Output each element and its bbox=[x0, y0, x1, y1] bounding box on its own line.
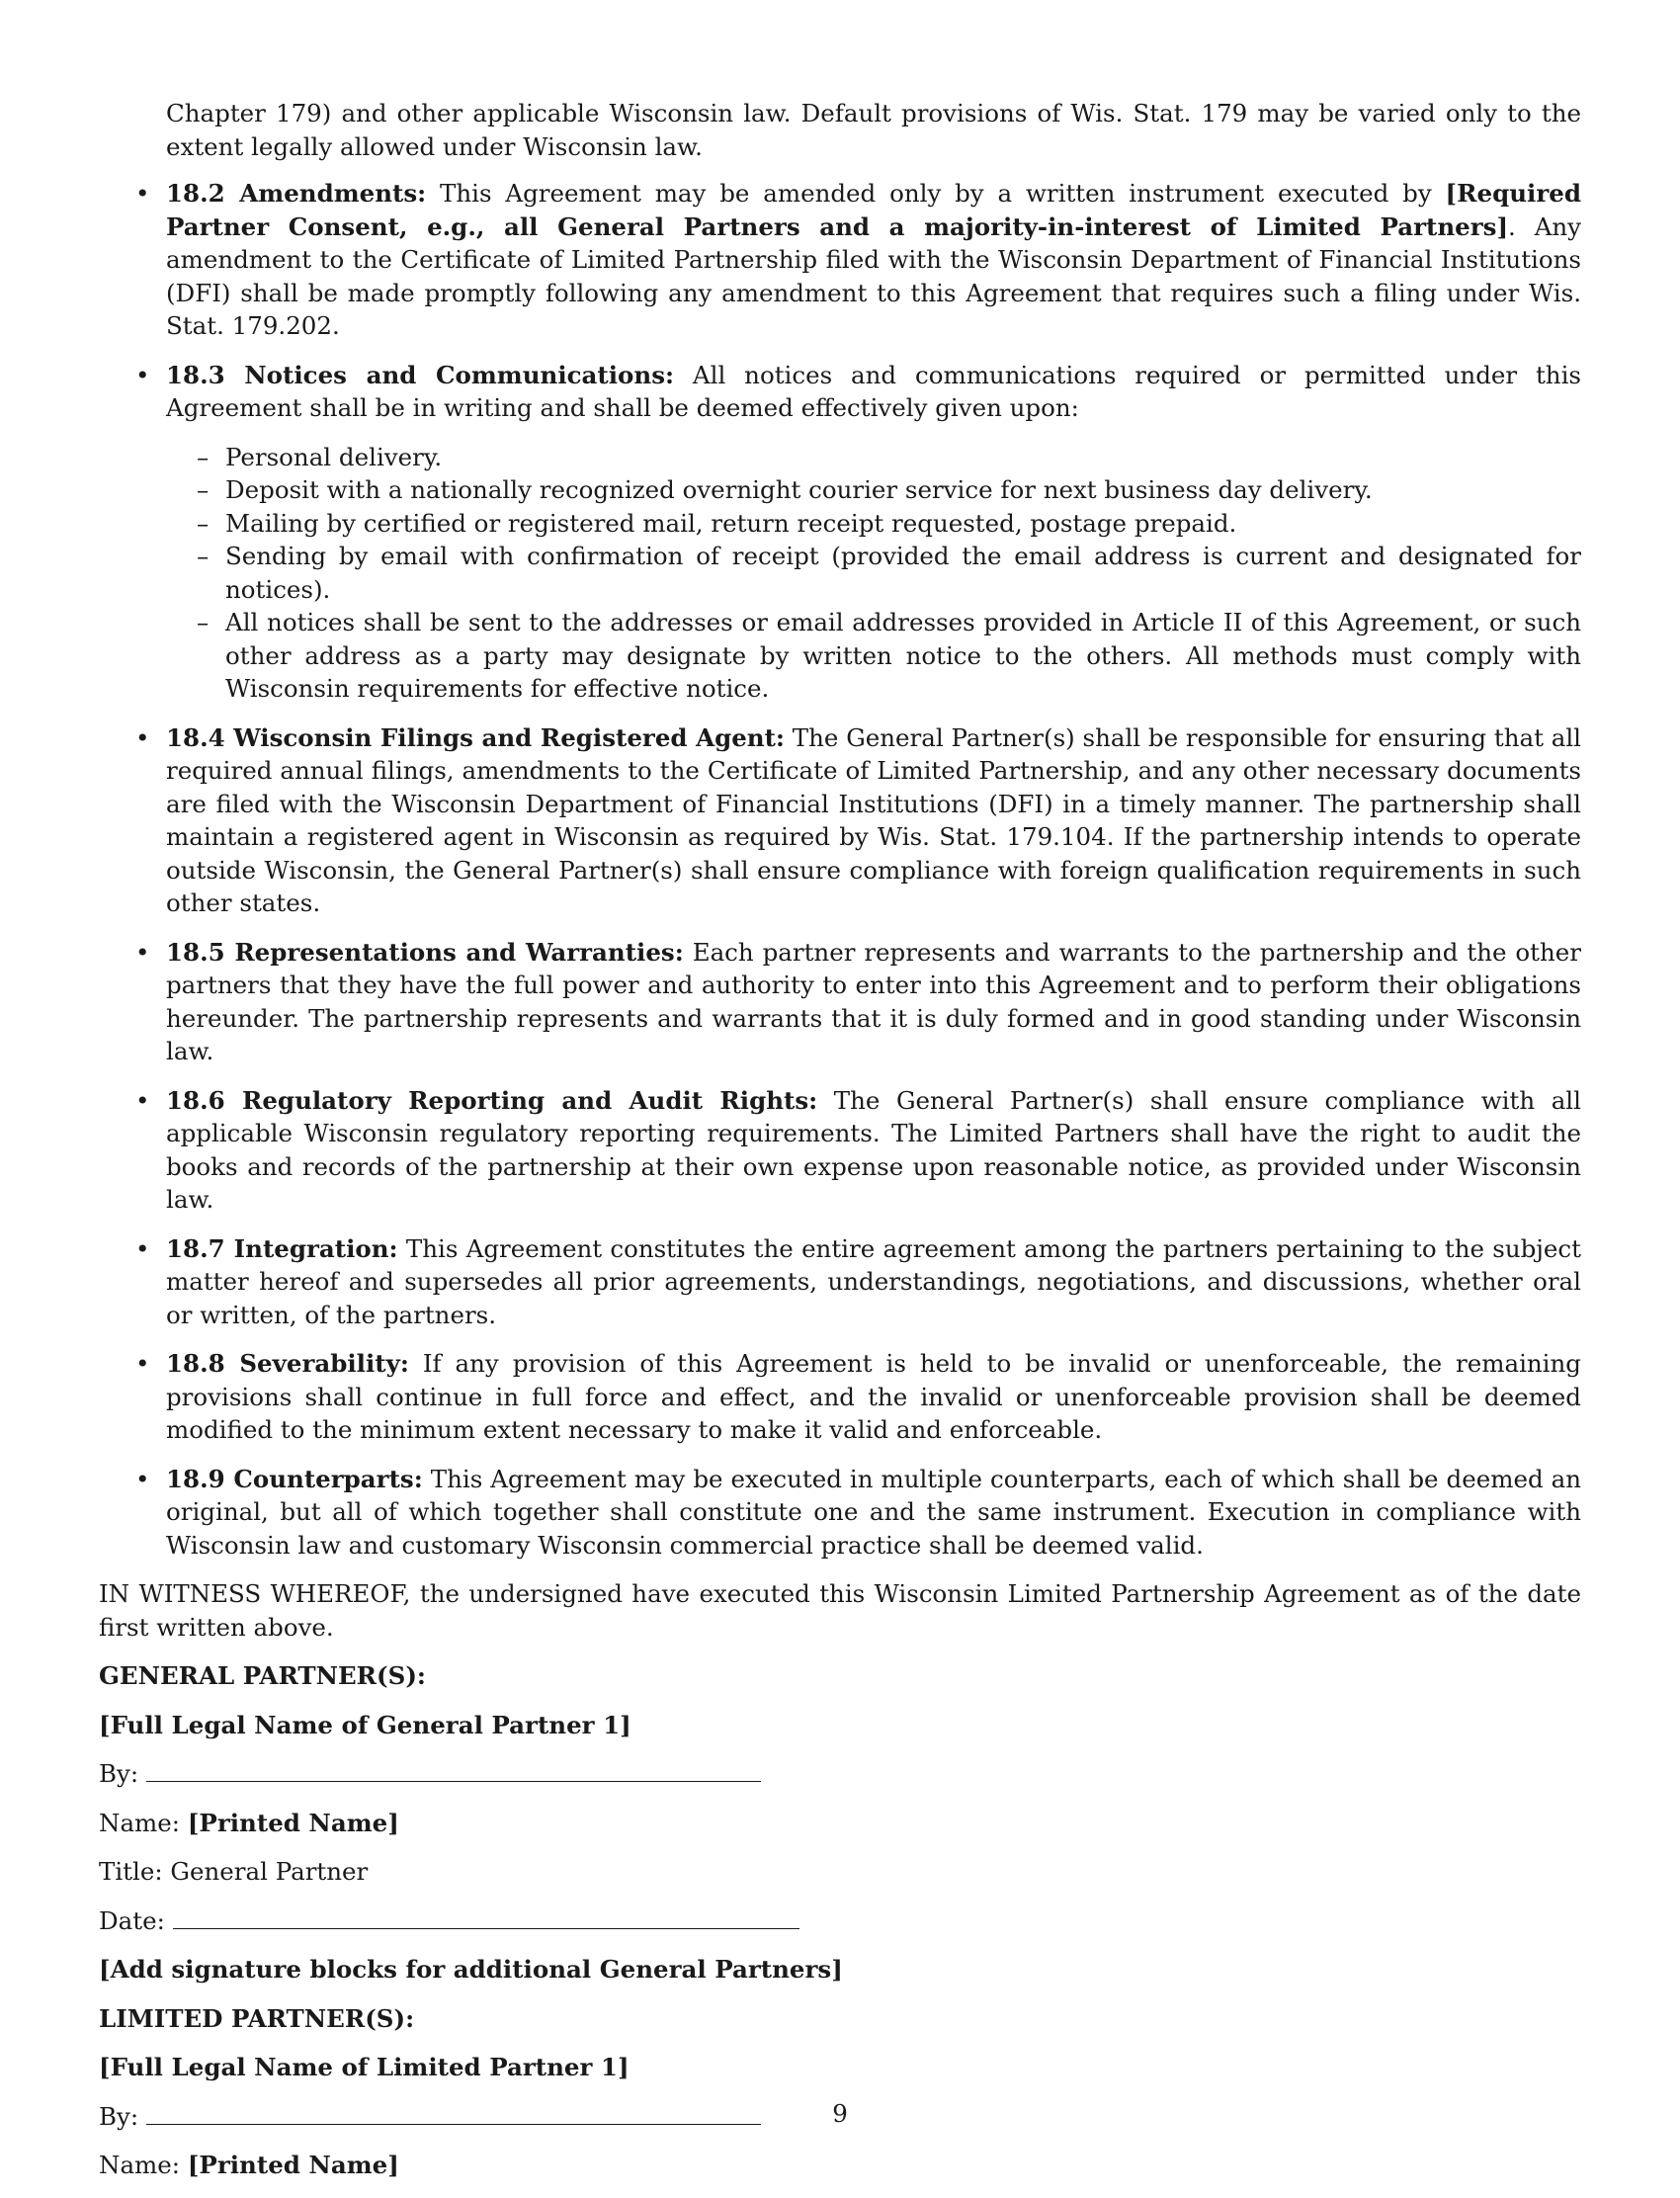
list-item: – Sending by email with confirmation of receipt (provided the email address is current and designated for notices). bbox=[225, 540, 1581, 606]
general-title-line bbox=[99, 1855, 1581, 1889]
by-label: By: bbox=[99, 1759, 139, 1788]
title-label: Title: bbox=[99, 1857, 163, 1886]
title-value: General Partner bbox=[170, 1857, 369, 1886]
section-text: This Agreement may be amended only by a written instrument executed by bbox=[440, 179, 1432, 208]
by-label: By: bbox=[99, 2101, 139, 2131]
section-heading: 18.2 Amendments: bbox=[166, 179, 427, 208]
section-18-5 bbox=[166, 936, 1581, 1068]
section-text: If any provision of this Agreement is held to be invalid or unenforceable, the remaining provisions shall continue in full force and effect, and the invalid or unenforceable provision shall be deemed modified to the minimum extent necessary to make it valid and enforceable. bbox=[166, 1349, 1581, 1444]
general-partners-heading: GENERAL PARTNER(S): bbox=[99, 1661, 426, 1690]
list-item: – Personal delivery. bbox=[225, 441, 1581, 474]
name-label: Name: bbox=[99, 1808, 181, 1837]
section-heading: 18.9 Counterparts: bbox=[166, 1464, 423, 1493]
section-text: The General Partner(s) shall be responsible for ensuring that all required annual filings, amendments to the Certificate of Limited Partnership, and any other necessary documents are filed with the Wisconsin Department of Financial Institutions (DFI) in a timely manner. The partnership shall maintain a registered agent in Wisconsin as required by Wis. Stat. 179.104. If the partnership intends to operate outside Wisconsin, the General Partner(s) shall ensure compliance with foreign qualification requirements in such other states. bbox=[166, 722, 1581, 917]
notice-methods-list bbox=[166, 441, 1581, 706]
limited-partners-heading: LIMITED PARTNER(S): bbox=[99, 2003, 415, 2033]
page-number: 9 bbox=[832, 2099, 848, 2128]
section-heading: 18.6 Regulatory Reporting and Audit Rights: bbox=[166, 1085, 818, 1115]
name-label: Name: bbox=[99, 2151, 181, 2179]
witness-clause: IN WITNESS WHEREOF, the undersigned have executed this Wisconsin Limited Partnership Agreement as of the date first written above. bbox=[99, 1579, 1581, 1642]
printed-name-placeholder: [Printed Name] bbox=[187, 1808, 399, 1837]
section-18-9 bbox=[166, 1463, 1581, 1563]
section-text: All notices and communications required or permitted under this Agreement shall be in writing and shall be deemed effectively given upon: bbox=[166, 360, 1581, 422]
list-item: – Deposit with a nationally recognized overnight courier service for next business day delivery. bbox=[225, 473, 1581, 507]
section-18-8 bbox=[166, 1347, 1581, 1447]
section-heading: 18.4 Wisconsin Filings and Registered Agent: bbox=[166, 722, 785, 752]
section-text: This Agreement constitutes the entire agreement among the partners pertaining to the subject matter hereof and supersedes all prior agreements, understandings, negotiations, and discussions, whether oral or written, of the partners. bbox=[166, 1233, 1581, 1329]
section-heading: 18.3 Notices and Communications: bbox=[166, 360, 675, 389]
date-label: Date: bbox=[99, 1905, 165, 1935]
section-text: The General Partner(s) shall ensure compliance with all applicable Wisconsin regulatory reporting requirements. The Limited Partners shall have the right to audit the books and records of the partnership at their own expense upon reasonable notice, as provided under Wisconsin law. bbox=[166, 1085, 1581, 1214]
section-18-7 bbox=[166, 1232, 1581, 1332]
date-line[interactable] bbox=[173, 1904, 799, 1929]
section-heading: 18.8 Severability: bbox=[166, 1349, 409, 1378]
limited-partner-name-placeholder: [Full Legal Name of Limited Partner 1] bbox=[99, 2053, 630, 2081]
consent-placeholder: [Required Partner Consent, e.g., all General Partners and a majority-in-interest of Limited Partners] bbox=[166, 179, 1581, 241]
section-heading: 18.5 Representations and Warranties: bbox=[166, 937, 684, 967]
section-text: Each partner represents and warrants to the partnership and the other partners that they have the full power and authority to enter into this Agreement and to perform their obligations hereunder. The partnership represents and warrants that it is duly formed and in good standing under Wisconsin law. bbox=[166, 937, 1581, 1065]
general-name-line bbox=[99, 1807, 1581, 1840]
list-item: – All notices shall be sent to the addresses or email addresses provided in Article II of this Agreement, or such other address as a party may designate by written notice to the others. All methods must comply with Wisconsin requirements for effective notice. bbox=[225, 606, 1581, 706]
sections-list bbox=[99, 177, 1581, 1562]
section-text: This Agreement may be executed in multiple counterparts, each of which shall be deemed an original, but all of which together shall constitute one and the same instrument. Execution in compliance with Wisconsin law and customary Wisconsin commercial practice shall be deemed valid. bbox=[166, 1464, 1582, 1560]
general-partner-name-placeholder: [Full Legal Name of General Partner 1] bbox=[99, 1710, 631, 1739]
section-18-6 bbox=[166, 1084, 1581, 1217]
document-page bbox=[99, 97, 1581, 2198]
section-18-2 bbox=[166, 177, 1581, 343]
list-item: – Mailing by certified or registered mail, return receipt requested, postage prepaid. bbox=[225, 507, 1581, 541]
limited-name-line bbox=[99, 2149, 1581, 2182]
printed-name-placeholder: [Printed Name] bbox=[187, 2151, 399, 2179]
general-by-line bbox=[99, 1757, 1581, 1791]
section-18-1-continuation: Chapter 179) and other applicable Wisconsin law. Default provisions of Wis. Stat. 179 may be varied only to the extent legally allowed under Wisconsin law. bbox=[166, 99, 1581, 161]
signature-line[interactable] bbox=[146, 1757, 761, 1782]
section-18-3 bbox=[166, 359, 1581, 706]
general-date-line bbox=[99, 1904, 1581, 1938]
section-18-4 bbox=[166, 721, 1581, 920]
additional-signature-blocks-note: [Add signature blocks for additional General Partners] bbox=[99, 1955, 843, 1984]
section-text-continued: . Any amendment to the Certificate of Limited Partnership filed with the Wisconsin Department of Financial Institutions (DFI) shall be made promptly following any amendment to this Agreement that requires such a filing under Wis. Stat. 179.202. bbox=[166, 211, 1582, 340]
section-heading: 18.7 Integration: bbox=[166, 1233, 398, 1263]
